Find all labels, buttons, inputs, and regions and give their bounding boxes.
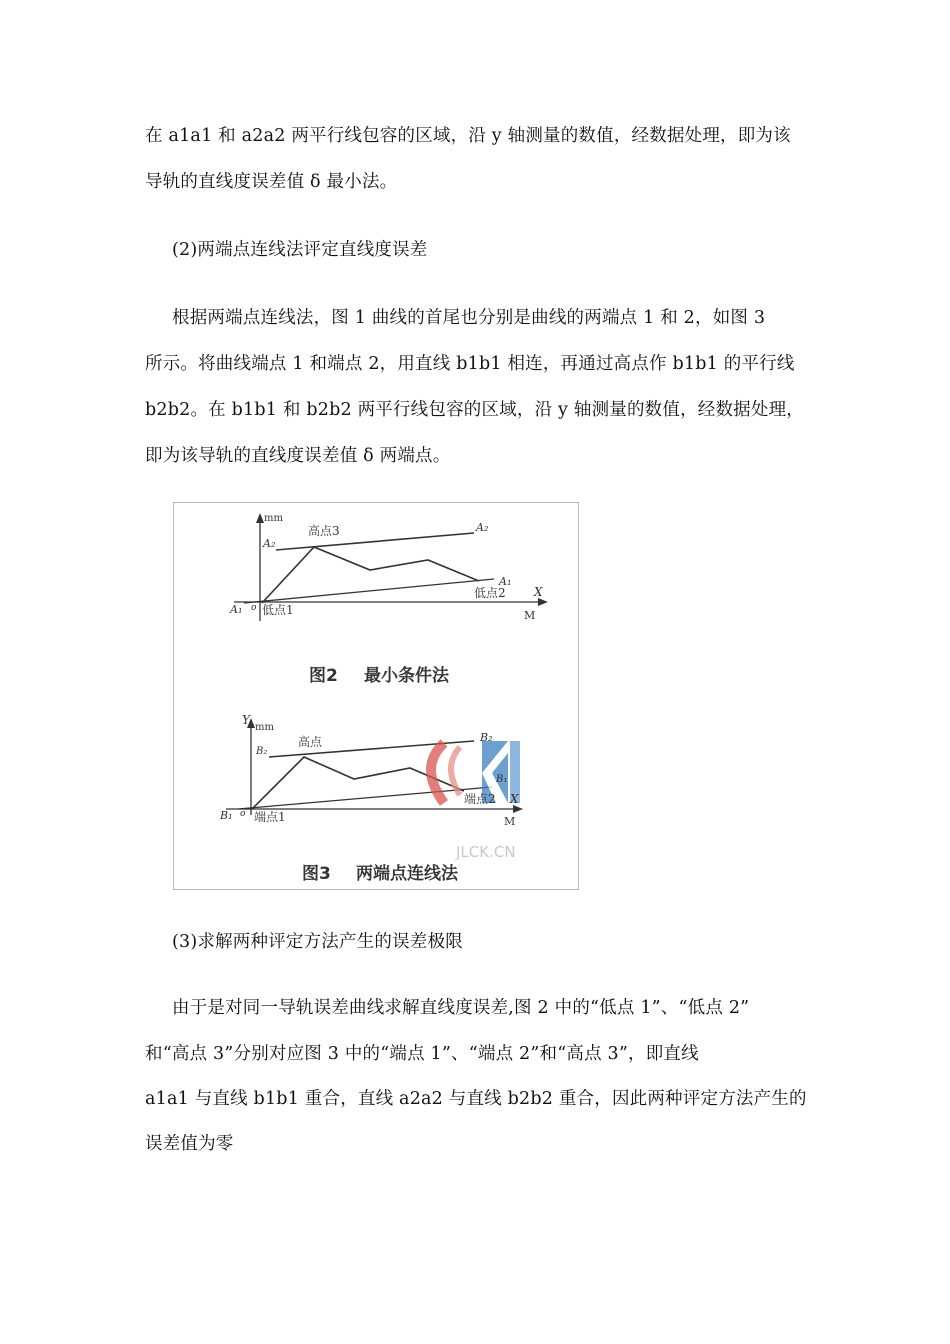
watermark-text: JLCK.CN [456, 843, 516, 861]
paragraph-1-line-1: 在 a1a1 和 a2a2 两平行线包容的区域，沿 y 轴测量的数值，经数据处理，即为该 [145, 126, 791, 146]
fig3-x-label: X [510, 792, 519, 806]
fig3-end2-label: 端点2 [464, 792, 496, 806]
fig2-origin-label: o [251, 603, 257, 613]
fig2-x-label: X [534, 585, 543, 599]
paragraph-3-line-1: 由于是对同一导轨误差曲线求解直线度误差,图 2 中的“低点 1”、“低点 2” [172, 998, 750, 1018]
paragraph-3-line-4: 误差值为零 [145, 1134, 234, 1154]
fig3-caption-number: 图3 [302, 864, 331, 884]
paragraph-3-line-3: a1a1 与直线 b1b1 重合，直线 a2a2 与直线 b2b2 重合，因此两种评定方法产生的 [145, 1089, 807, 1109]
fig2-low2-label: 低点2 [474, 586, 506, 600]
paragraph-3-line-2: 和“高点 3”分别对应图 3 中的“端点 1”、“端点 2”和“高点 3”，即直线 [145, 1044, 699, 1064]
fig2-unit-label: mm [264, 513, 283, 524]
fig2-a2-left-label: A₂ [263, 537, 276, 550]
fig3-b1-right-label: B₁ [496, 774, 508, 785]
fig2-caption-number: 图2 [309, 666, 338, 686]
fig2-a1-left-label: A₁ [230, 603, 243, 616]
fig2-high-label: 高点3 [308, 524, 340, 538]
paragraph-1-line-2: 导轨的直线度误差值 δ 最小法。 [145, 172, 398, 192]
section-heading-2: (2)两端点连线法评定直线度误差 [172, 240, 428, 260]
paragraph-2-line-3: b2b2。在 b1b1 和 b2b2 两平行线包容的区域，沿 y 轴测量的数值，经数据处理， [145, 400, 804, 420]
figure-image [173, 502, 579, 890]
paragraph-2-line-2: 所示。将曲线端点 1 和端点 2，用直线 b1b1 相连，再通过高点作 b1b1 的平行线 [145, 354, 795, 374]
fig3-end1-label: 端点1 [254, 810, 286, 824]
fig3-high-label: 高点 [298, 735, 323, 749]
paragraph-2-line-1: 根据两端点连线法，图 1 曲线的首尾也分别是曲线的两端点 1 和 2，如图 3 [172, 308, 766, 328]
section-heading-3: (3)求解两种评定方法产生的误差极限 [172, 932, 463, 952]
fig3-unit-label: mm [255, 722, 274, 733]
fig2-caption-text: 最小条件法 [364, 666, 449, 686]
fig3-b1-left-label: B₁ [220, 809, 233, 822]
fig2-m-label: M [524, 609, 536, 622]
paragraph-2-line-4: 即为该导轨的直线度误差值 δ 两端点。 [145, 446, 451, 466]
fig3-b2-left-label: B₂ [256, 746, 268, 757]
fig2-a1-right-label: A₁ [499, 575, 512, 588]
fig3-origin-label: o [240, 809, 246, 819]
fig2-low1-label: 低点1 [262, 603, 294, 617]
fig3-caption-text: 两端点连线法 [356, 864, 458, 884]
fig3-y-label: Y [242, 713, 250, 727]
fig3-m-label: M [504, 815, 516, 828]
fig2-a2-right-label: A₂ [476, 521, 489, 534]
figure-2-diagram [229, 513, 548, 686]
fig3-b2-right-label: B₂ [480, 731, 493, 744]
figure-3-diagram [219, 713, 523, 884]
